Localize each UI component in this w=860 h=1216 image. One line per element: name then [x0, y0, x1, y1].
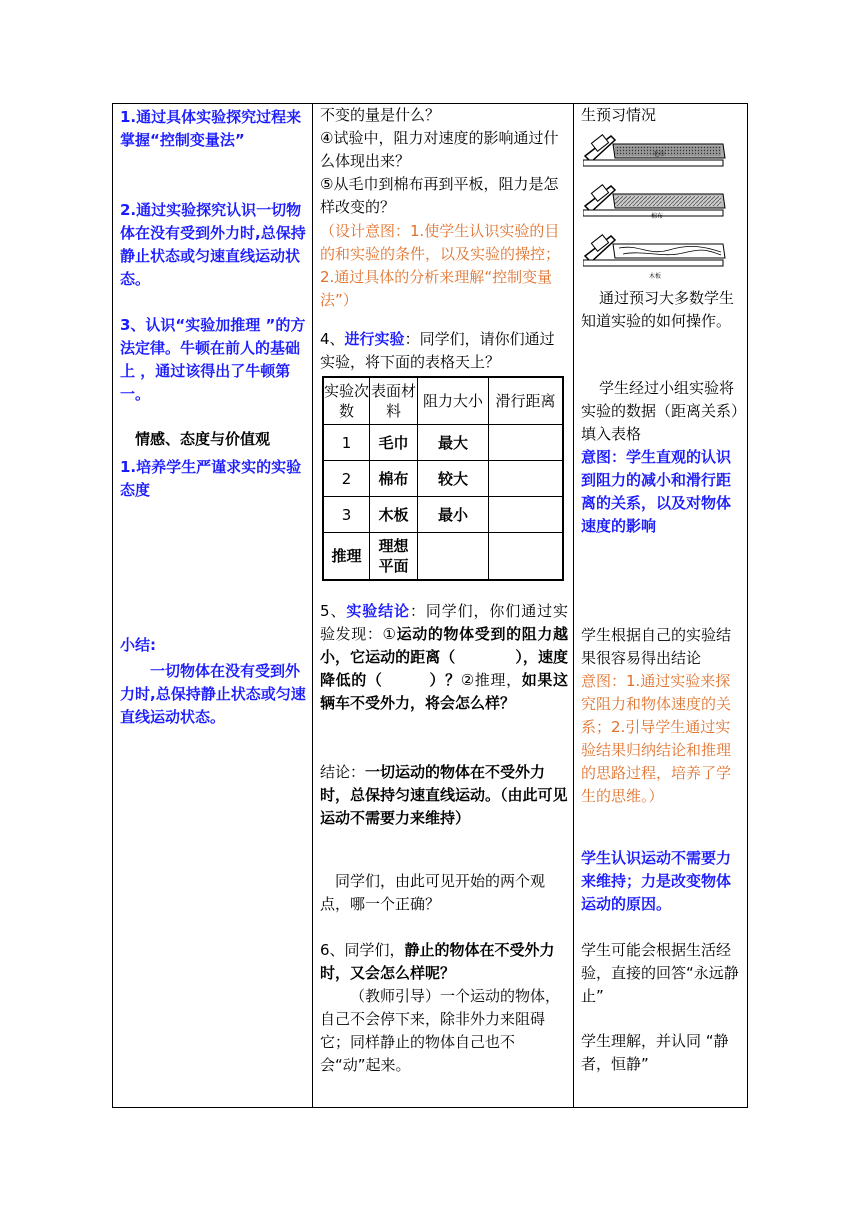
step-5-title: 实验结论 [346, 602, 410, 620]
header-cell: 阻力大小 [418, 377, 489, 425]
emotion-heading: 情感、态度与价值观 [135, 430, 271, 448]
goal-2: 2.通过实验探究认识一切物体在没有受到外力时,总保持静止状态或匀速直线运动状态。 [120, 201, 306, 288]
conclusion-label: 结论： [320, 763, 366, 781]
design-intent: （设计意图：1.使学生认识实验的目的和实验的条件，以及实验的操控；2.通过具体的分析来理解“控制变量法”） [320, 222, 561, 309]
cell [418, 533, 489, 581]
cell: 较大 [418, 461, 489, 497]
design-intent-1: 意图：学生直观的认识到阻力的减小和滑行距离的关系，以及对物体速度的影响 [581, 448, 732, 535]
header-cell: 滑行距离 [489, 377, 564, 425]
step-5-text-d: 如果这辆车不受外力，将会怎么样？ [320, 671, 568, 712]
compare-question: 同学们，由此可见开始的两个观点，哪一个正确？ [320, 872, 546, 913]
cell: 毛巾 [370, 425, 418, 461]
step-6 [320, 939, 568, 985]
table-row [323, 461, 563, 497]
table-row [323, 425, 563, 461]
fig-label-wood: 木板 [649, 273, 662, 280]
goal-3: 3、认识“实验加推理 ”的方法定律。牛顿在前人的基础上 ，通过该得出了牛顿第一。 [120, 316, 306, 403]
cell: 1 [323, 425, 370, 461]
cell: 棉布 [370, 461, 418, 497]
header-cell: 实验次数 [323, 377, 370, 425]
ramp-experiment-figure [583, 134, 728, 286]
ramp-cotton [583, 185, 725, 220]
lesson-plan-table [112, 103, 748, 1108]
cell: 木板 [370, 497, 418, 533]
cell: 最大 [418, 425, 489, 461]
conclusion-text: 一切运动的物体在不受外力时，总保持匀速直线运动。（由此可见运动不需要力来维持） [320, 763, 568, 827]
cell [489, 461, 564, 497]
student-understanding: 学生理解，并认同 “静者，恒静” [581, 1032, 729, 1073]
recognition-note: 学生认识运动不需要力来维持；力是改变物体运动的原因。 [581, 849, 732, 913]
experiment-table-header [323, 377, 563, 425]
conclusion [320, 761, 568, 830]
cell: 最小 [418, 497, 489, 533]
preview-label: 生预习情况 [581, 106, 657, 124]
question-top: 不变的量是什么？ [320, 106, 441, 124]
step-5-text-c: ②推理， [460, 671, 522, 689]
ramp-wood [583, 235, 725, 280]
cell [489, 533, 564, 581]
design-intent-2: 意图：1.通过实验来探究阻力和物体速度的关系；2.引导学生通过实验结果归纳结论和推理的思路过程，培养了学生的思维。） [581, 672, 732, 805]
step-5-text-a: ：同学们，你们通过实验发现：① [320, 602, 568, 643]
step-4-prefix: 4、 [320, 330, 345, 348]
result-note: 学生根据自己的实验结果很容易得出结论 [581, 626, 732, 667]
emotion-goal-1: 1.培养学生严谨求实的实验态度 [120, 458, 302, 499]
step-6-text: 静止的物体在不受外力时，又会怎么样呢？ [320, 941, 555, 982]
cell: 推理 [323, 533, 370, 581]
goal-1: 1.通过具体实验探究过程来掌握“控制变量法” [120, 108, 302, 149]
summary-label: 小结: [120, 636, 156, 654]
cell: 理想平面 [370, 533, 418, 581]
preview-note: 通过预习大多数学生知道实验的如何操作。 [581, 289, 735, 330]
teacher-guide: （教师引导）一个运动的物体，自己不会停下来，除非外力来阻碍它；同样静止的物体自己也不会“动”起来。 [320, 987, 561, 1074]
cell [489, 425, 564, 461]
fig-label-cotton: 棉布 [651, 213, 664, 220]
student-answer: 学生可能会根据生活经验，直接的回答“永远静止” [581, 941, 739, 1005]
cell: 3 [323, 497, 370, 533]
table-row [323, 533, 563, 581]
step-6-prefix: 6、同学们， [320, 941, 405, 959]
teaching-process-column [313, 104, 574, 1107]
step-4-text: ：同学们，请你们通过实验，将下面的表格天上？ [320, 330, 555, 371]
fig-label-towel: 毛巾 [653, 151, 666, 158]
header-cell: 表面材料 [370, 377, 418, 425]
step-5-text-b: 运动的物体受到的阻力越小，它运动的距离（ ），速度降低的（ ）？ [320, 625, 568, 689]
objectives-column [113, 104, 313, 1107]
ramp-towel [583, 135, 725, 166]
step-5-prefix: 5、 [320, 602, 347, 620]
experiment-table [322, 376, 564, 581]
step-4-title: 进行实验 [344, 330, 405, 348]
summary-text: 一切物体在没有受到外力时,总保持静止状态或匀速直线运动状态。 [120, 662, 306, 726]
question-4: ④试验中，阻力对速度的影响通过什么体现出来？ [320, 129, 559, 170]
table-row [323, 497, 563, 533]
cell [489, 497, 564, 533]
student-activity-column [574, 104, 747, 1107]
step-4 [320, 328, 568, 374]
cell: 2 [323, 461, 370, 497]
step-5 [320, 600, 568, 715]
question-5: ⑤从毛巾到棉布再到平板，阻力是怎样改变的？ [320, 175, 559, 216]
group-experiment-note: 学生经过小组实验将实验的数据（距离关系）填入表格 [581, 379, 739, 443]
